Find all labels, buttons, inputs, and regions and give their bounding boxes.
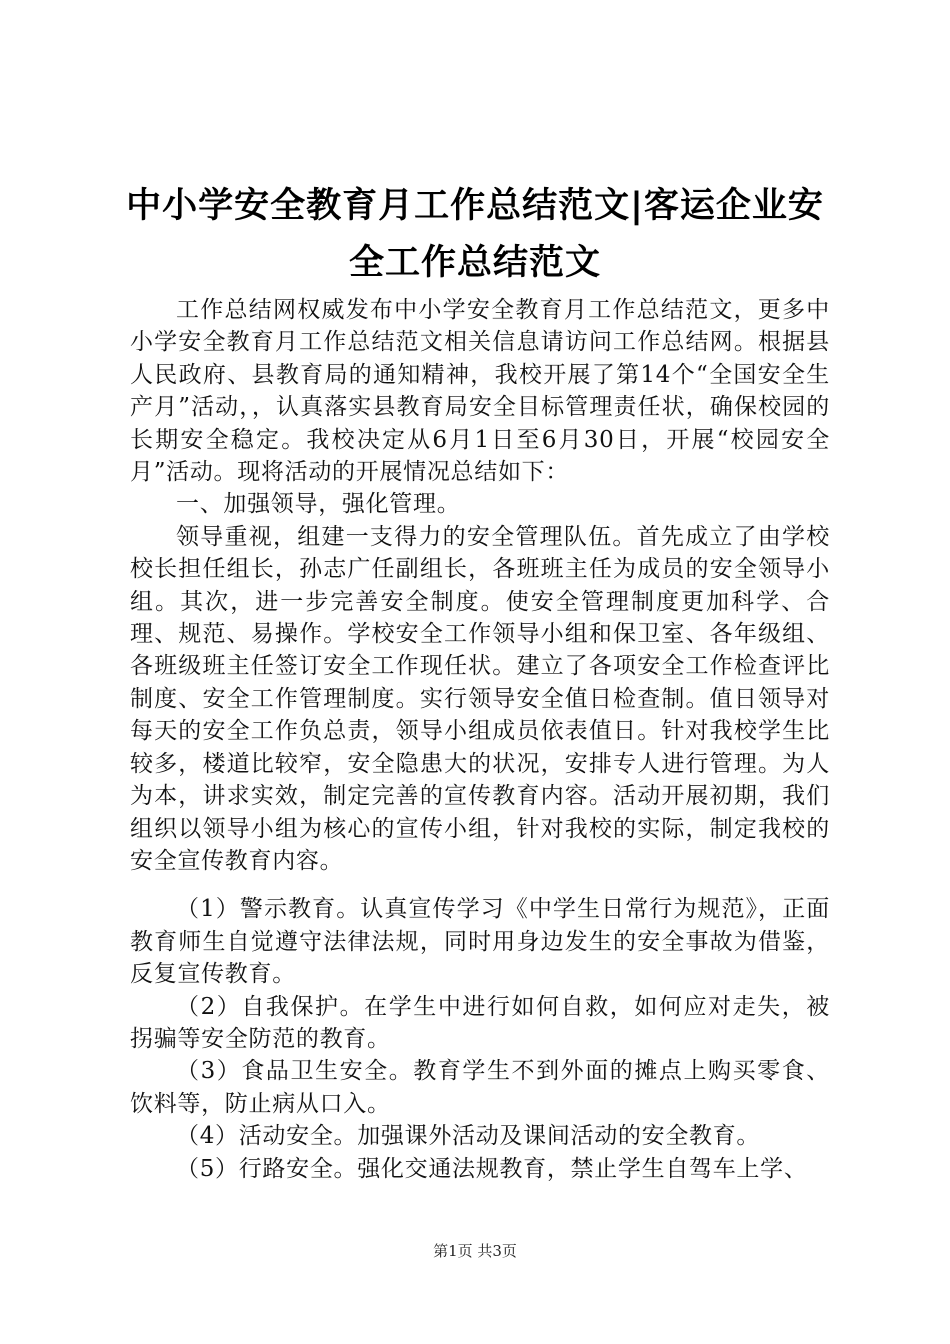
- section-heading: 一、加强领导，强化管理。: [176, 491, 461, 518]
- list-item-road-safety: （5）行路安全。强化交通法规教育，禁止学生自驾车上学、: [176, 1155, 808, 1182]
- page-number: 第1页 共3页: [433, 1242, 517, 1260]
- document-body: [130, 294, 830, 1185]
- paragraph-intro: 工作总结网权威发布中小学安全教育月工作总结范文，更多中小学安全教育月工作总结范文相关信息请访问工作总结网。根据县人民政府、县教育局的通知精神，我校开展了第14个“全国安全生产月”活动，，认真落实县教育局安全目标管理责任状，确保校园的长期安全稳定。我校决定从6月1日至6月30日，开展“校园安全月”活动。现将活动的开展情况总结如下：: [130, 297, 830, 486]
- list-item-food-safety: （3）食品卫生安全。教育学生不到外面的摊点上购买零食、饮料等，防止病从口入。: [130, 1058, 830, 1117]
- list-item-self-protection: （2）自我保护。在学生中进行如何自救，如何应对走失，被拐骗等安全防范的教育。: [130, 993, 830, 1052]
- document-title: 中小学安全教育月工作总结范文|客运企业安全工作总结范文: [126, 186, 824, 283]
- paragraph-leadership: 领导重视，组建一支得力的安全管理队伍。首先成立了由学校校长担任组长，孙志广任副组长，各班班主任为成员的安全领导小组。其次，进一步完善安全制度。使安全管理制度更加科学、合理、规范、易操作。学校安全工作领导小组和保卫室、各年级组、各班级班主任签订安全工作现任状。建立了各项安全工作检查评比制度、安全工作管理制度。实行领导安全值日检查制。值日领导对每天的安全工作负总责，领导小组成员依表值日。针对我校学生比较多，楼道比较窄，安全隐患大的状况，安排专人进行管理。为人为本，讲求实效，制定完善的宣传教育内容。活动开展初期，我们组织以领导小组为核心的宣传小组，针对我校的实际，制定我校的安全宣传教育内容。: [130, 523, 830, 874]
- list-item-activity-safety: （4）活动安全。加强课外活动及课间活动的安全教育。: [176, 1123, 761, 1150]
- list-item-warning-education: （1）警示教育。认真宣传学习《中学生日常行为规范》，正面教育师生自觉遵守法律法规，同时用身边发生的安全事故为借鉴，反复宣传教育。: [130, 896, 830, 988]
